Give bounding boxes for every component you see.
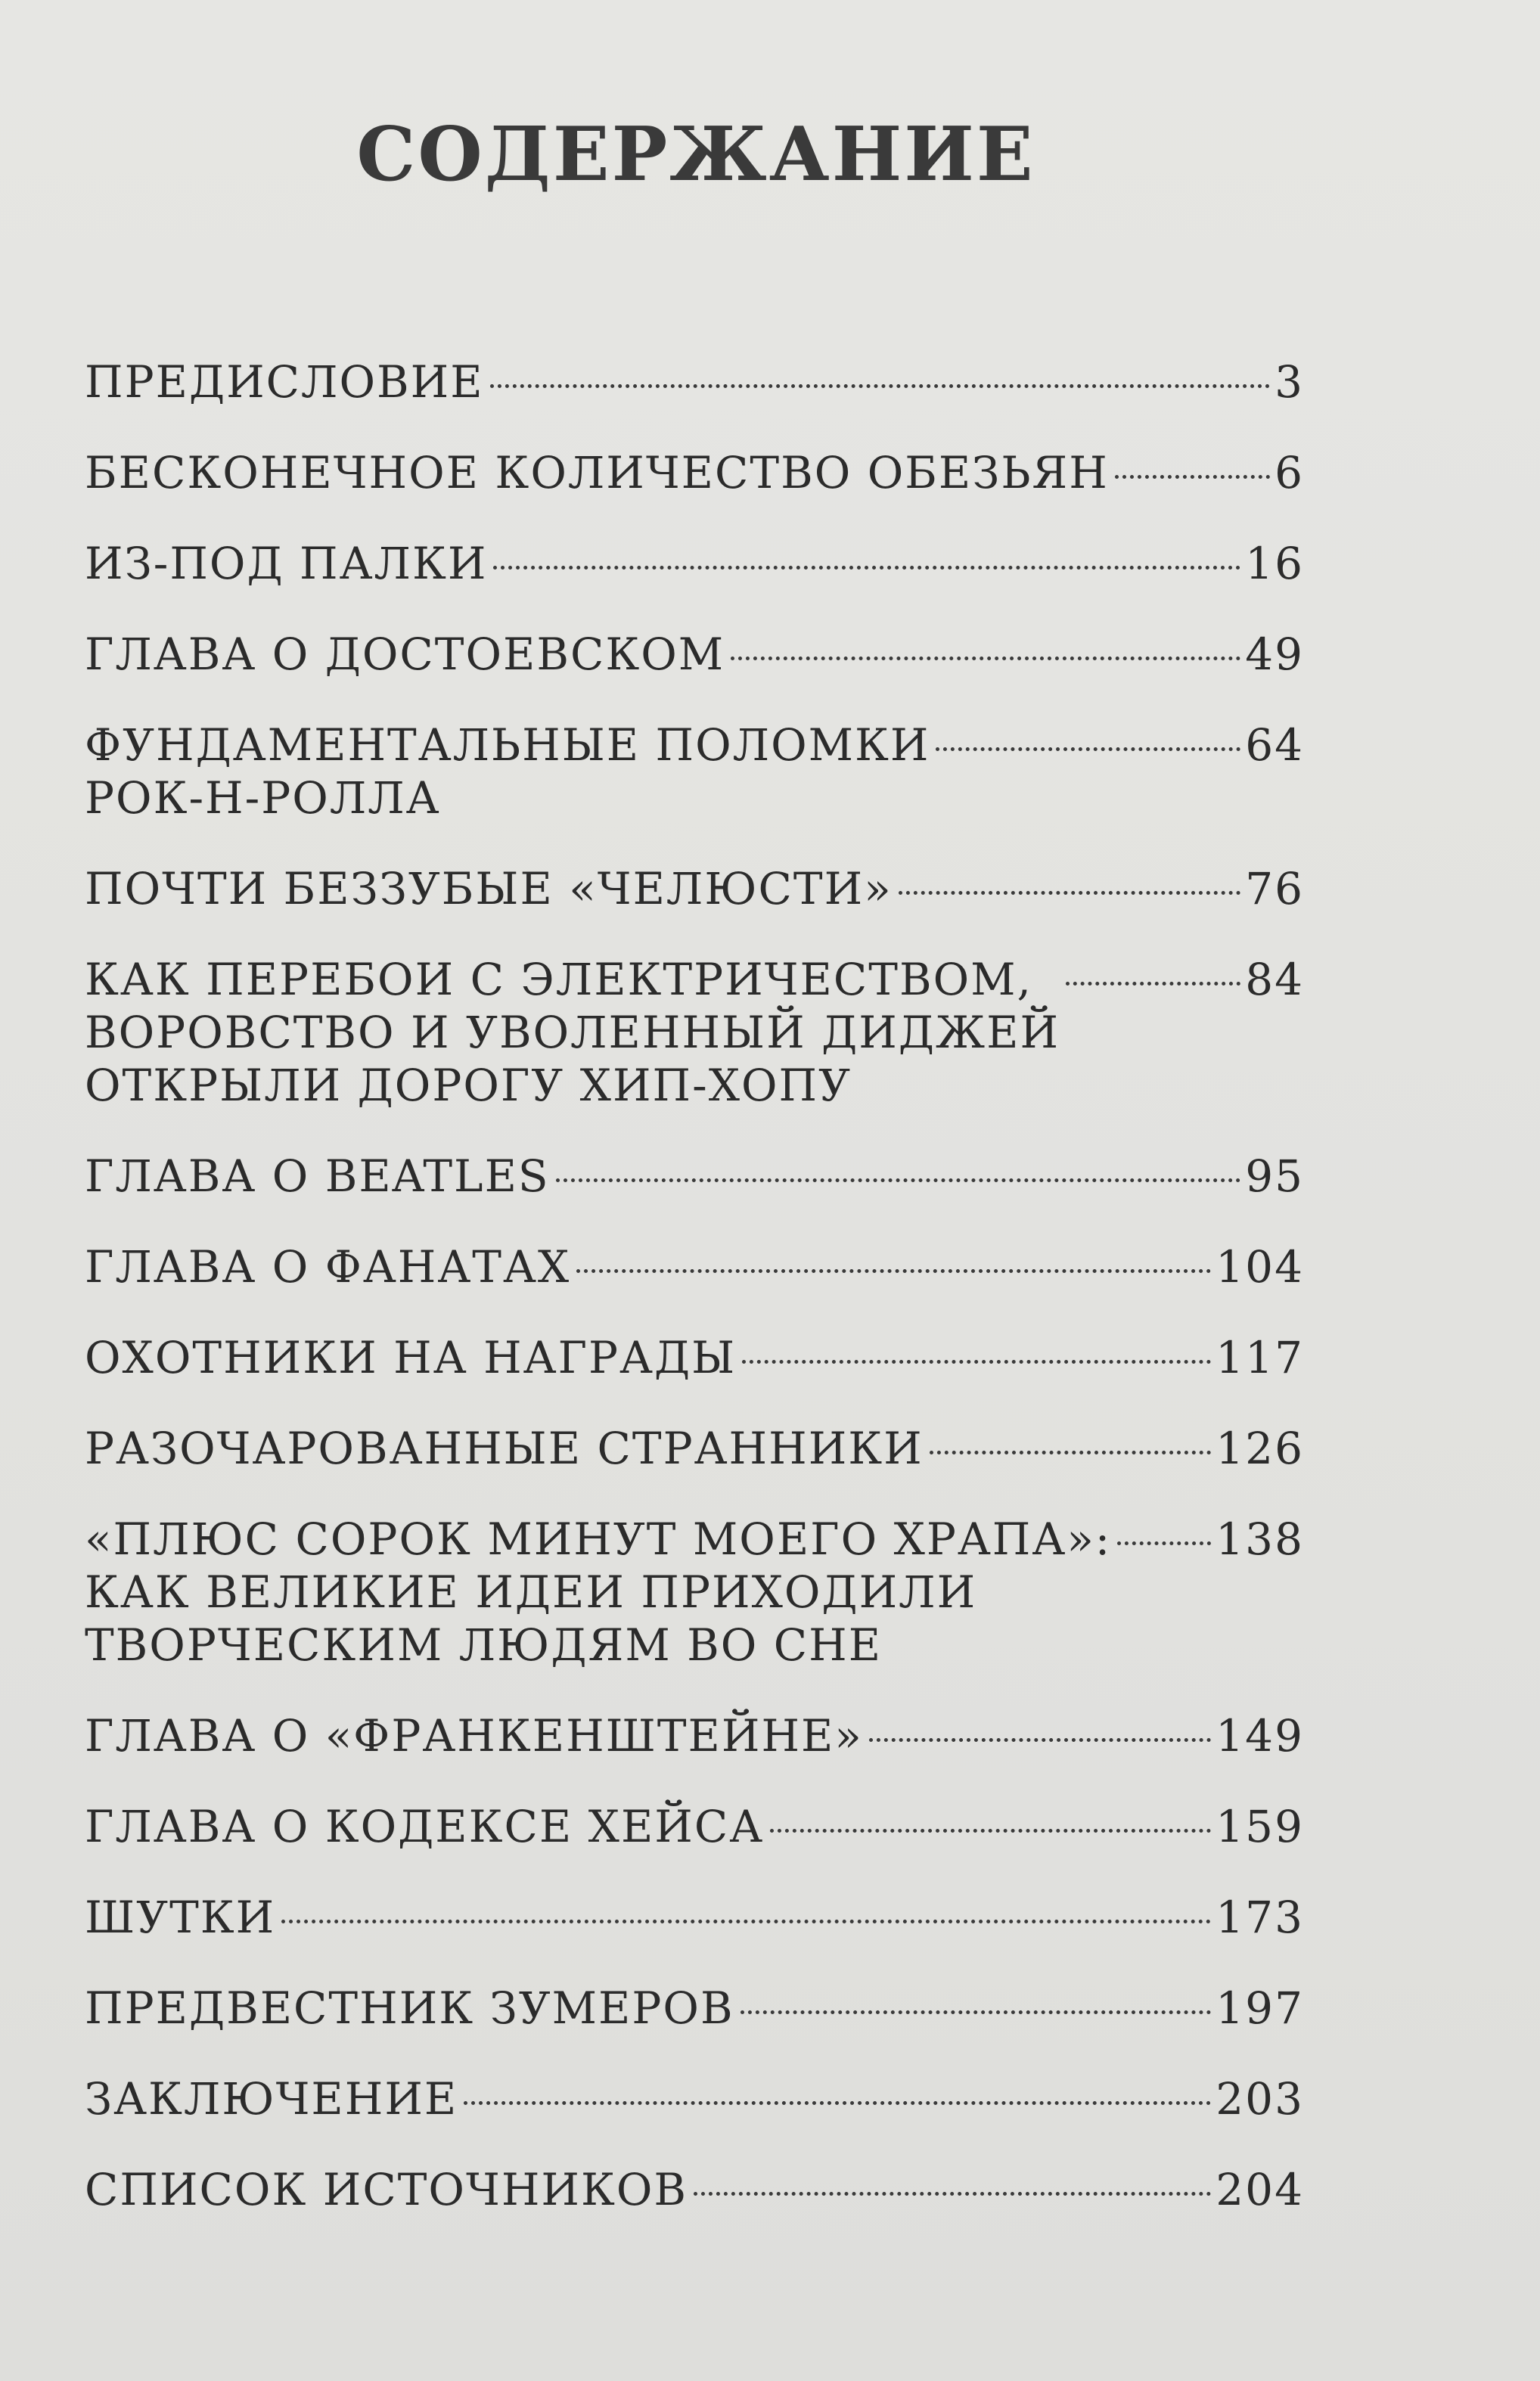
dot-leader	[1066, 982, 1240, 986]
entry-page-number: 16	[1245, 538, 1304, 589]
dot-leader	[694, 2192, 1211, 2196]
entry-page-number: 197	[1216, 1982, 1304, 2034]
toc-entry	[85, 953, 1304, 1112]
entry-page-number: 126	[1216, 1423, 1304, 1474]
entry-title: ГЛАВА О «ФРАНКЕНШТЕЙНЕ»	[85, 1710, 863, 1762]
entry-page-number: 76	[1245, 863, 1304, 914]
entry-title: СПИСОК ИСТОЧНИКОВ	[85, 2164, 688, 2215]
toc-entry	[85, 1240, 1304, 1293]
dot-leader	[731, 657, 1240, 660]
entry-title: ПРЕДВЕСТНИК ЗУМЕРОВ	[85, 1982, 734, 2034]
entry-page-number: 159	[1216, 1801, 1304, 1852]
toc-entry	[85, 2072, 1304, 2125]
entry-page-number: 6	[1275, 447, 1304, 498]
entry-page-number: 204	[1216, 2164, 1304, 2215]
entry-title: ГЛАВА О ДОСТОЕВСКОМ	[85, 629, 725, 680]
entry-title: ЗАКЛЮЧЕНИЕ	[85, 2073, 458, 2125]
entry-page-number: 84	[1245, 954, 1304, 1005]
entry-title: ПОЧТИ БЕЗЗУБЫЕ «ЧЕЛЮСТИ»	[85, 863, 893, 914]
entry-title: БЕСКОНЕЧНОЕ КОЛИЧЕСТВО ОБЕЗЬЯН	[85, 447, 1109, 498]
entry-page-number: 203	[1216, 2073, 1304, 2125]
dot-leader	[490, 384, 1271, 388]
dot-leader	[770, 1829, 1211, 1833]
toc-entry	[85, 862, 1304, 915]
toc-entry	[85, 537, 1304, 590]
entry-title: ГЛАВА О BEATLES	[85, 1150, 550, 1202]
entry-page-number: 3	[1275, 356, 1304, 408]
dot-leader	[556, 1178, 1241, 1182]
dot-leader	[741, 2010, 1212, 2014]
toc-entry	[85, 2163, 1304, 2216]
table-of-contents	[85, 355, 1304, 2254]
toc-entry	[85, 1982, 1304, 2035]
dot-leader	[281, 1920, 1211, 1923]
dot-leader	[1117, 1541, 1211, 1545]
entry-page-number: 95	[1245, 1150, 1304, 1202]
entry-page-number: 173	[1216, 1892, 1304, 1943]
entry-title: ШУТКИ	[85, 1892, 276, 1943]
toc-entry	[85, 719, 1304, 824]
dot-leader	[576, 1269, 1211, 1273]
toc-entry	[85, 1422, 1304, 1475]
toc-entry	[85, 446, 1304, 499]
dot-leader	[742, 1360, 1211, 1364]
entry-title: «ПЛЮС СОРОК МИНУТ МОЕГО ХРАПА»: КАК ВЕЛИКИЕ ИДЕИ ПРИХОДИЛИ ТВОРЧЕСКИМ ЛЮДЯМ ВО СНЕ	[85, 1513, 1112, 1671]
dot-leader	[464, 2101, 1211, 2105]
dot-leader	[869, 1738, 1211, 1742]
dot-leader	[899, 891, 1241, 895]
entry-page-number: 149	[1216, 1710, 1304, 1762]
entry-page-number: 49	[1245, 629, 1304, 680]
dot-leader	[1115, 475, 1270, 479]
entry-title: РАЗОЧАРОВАННЫЕ СТРАННИКИ	[85, 1423, 924, 1474]
toc-entry	[85, 628, 1304, 681]
page-title: СОДЕРЖАНИЕ	[356, 111, 1035, 198]
entry-title: ГЛАВА О ФАНАТАХ	[85, 1241, 571, 1293]
toc-entry	[85, 1331, 1304, 1384]
entry-title: ПРЕДИСЛОВИЕ	[85, 356, 484, 408]
entry-title: ГЛАВА О КОДЕКСЕ ХЕЙСА	[85, 1801, 765, 1852]
entry-page-number: 138	[1216, 1513, 1304, 1565]
entry-title: КАК ПЕРЕБОИ С ЭЛЕКТРИЧЕСТВОМ, ВОРОВСТВО И УВОЛЕННЫЙ ДИДЖЕЙ ОТКРЫЛИ ДОРОГУ ХИП-ХОПУ	[85, 954, 1060, 1111]
dot-leader	[936, 747, 1240, 751]
entry-page-number: 64	[1245, 719, 1304, 771]
dot-leader	[930, 1451, 1212, 1454]
toc-entry	[85, 355, 1304, 408]
entry-title: ИЗ-ПОД ПАЛКИ	[85, 538, 488, 589]
entry-page-number: 117	[1216, 1332, 1304, 1383]
toc-entry	[85, 1150, 1304, 1203]
entry-title: ОХОТНИКИ НА НАГРАДЫ	[85, 1332, 737, 1383]
toc-entry	[85, 1800, 1304, 1853]
dot-leader	[493, 566, 1240, 570]
toc-entry	[85, 1513, 1304, 1672]
toc-entry	[85, 1709, 1304, 1762]
entry-title: ФУНДАМЕНТАЛЬНЫЕ ПОЛОМКИ РОК-Н-РОЛЛА	[85, 719, 930, 824]
entry-page-number: 104	[1216, 1241, 1304, 1293]
toc-entry	[85, 1891, 1304, 1944]
